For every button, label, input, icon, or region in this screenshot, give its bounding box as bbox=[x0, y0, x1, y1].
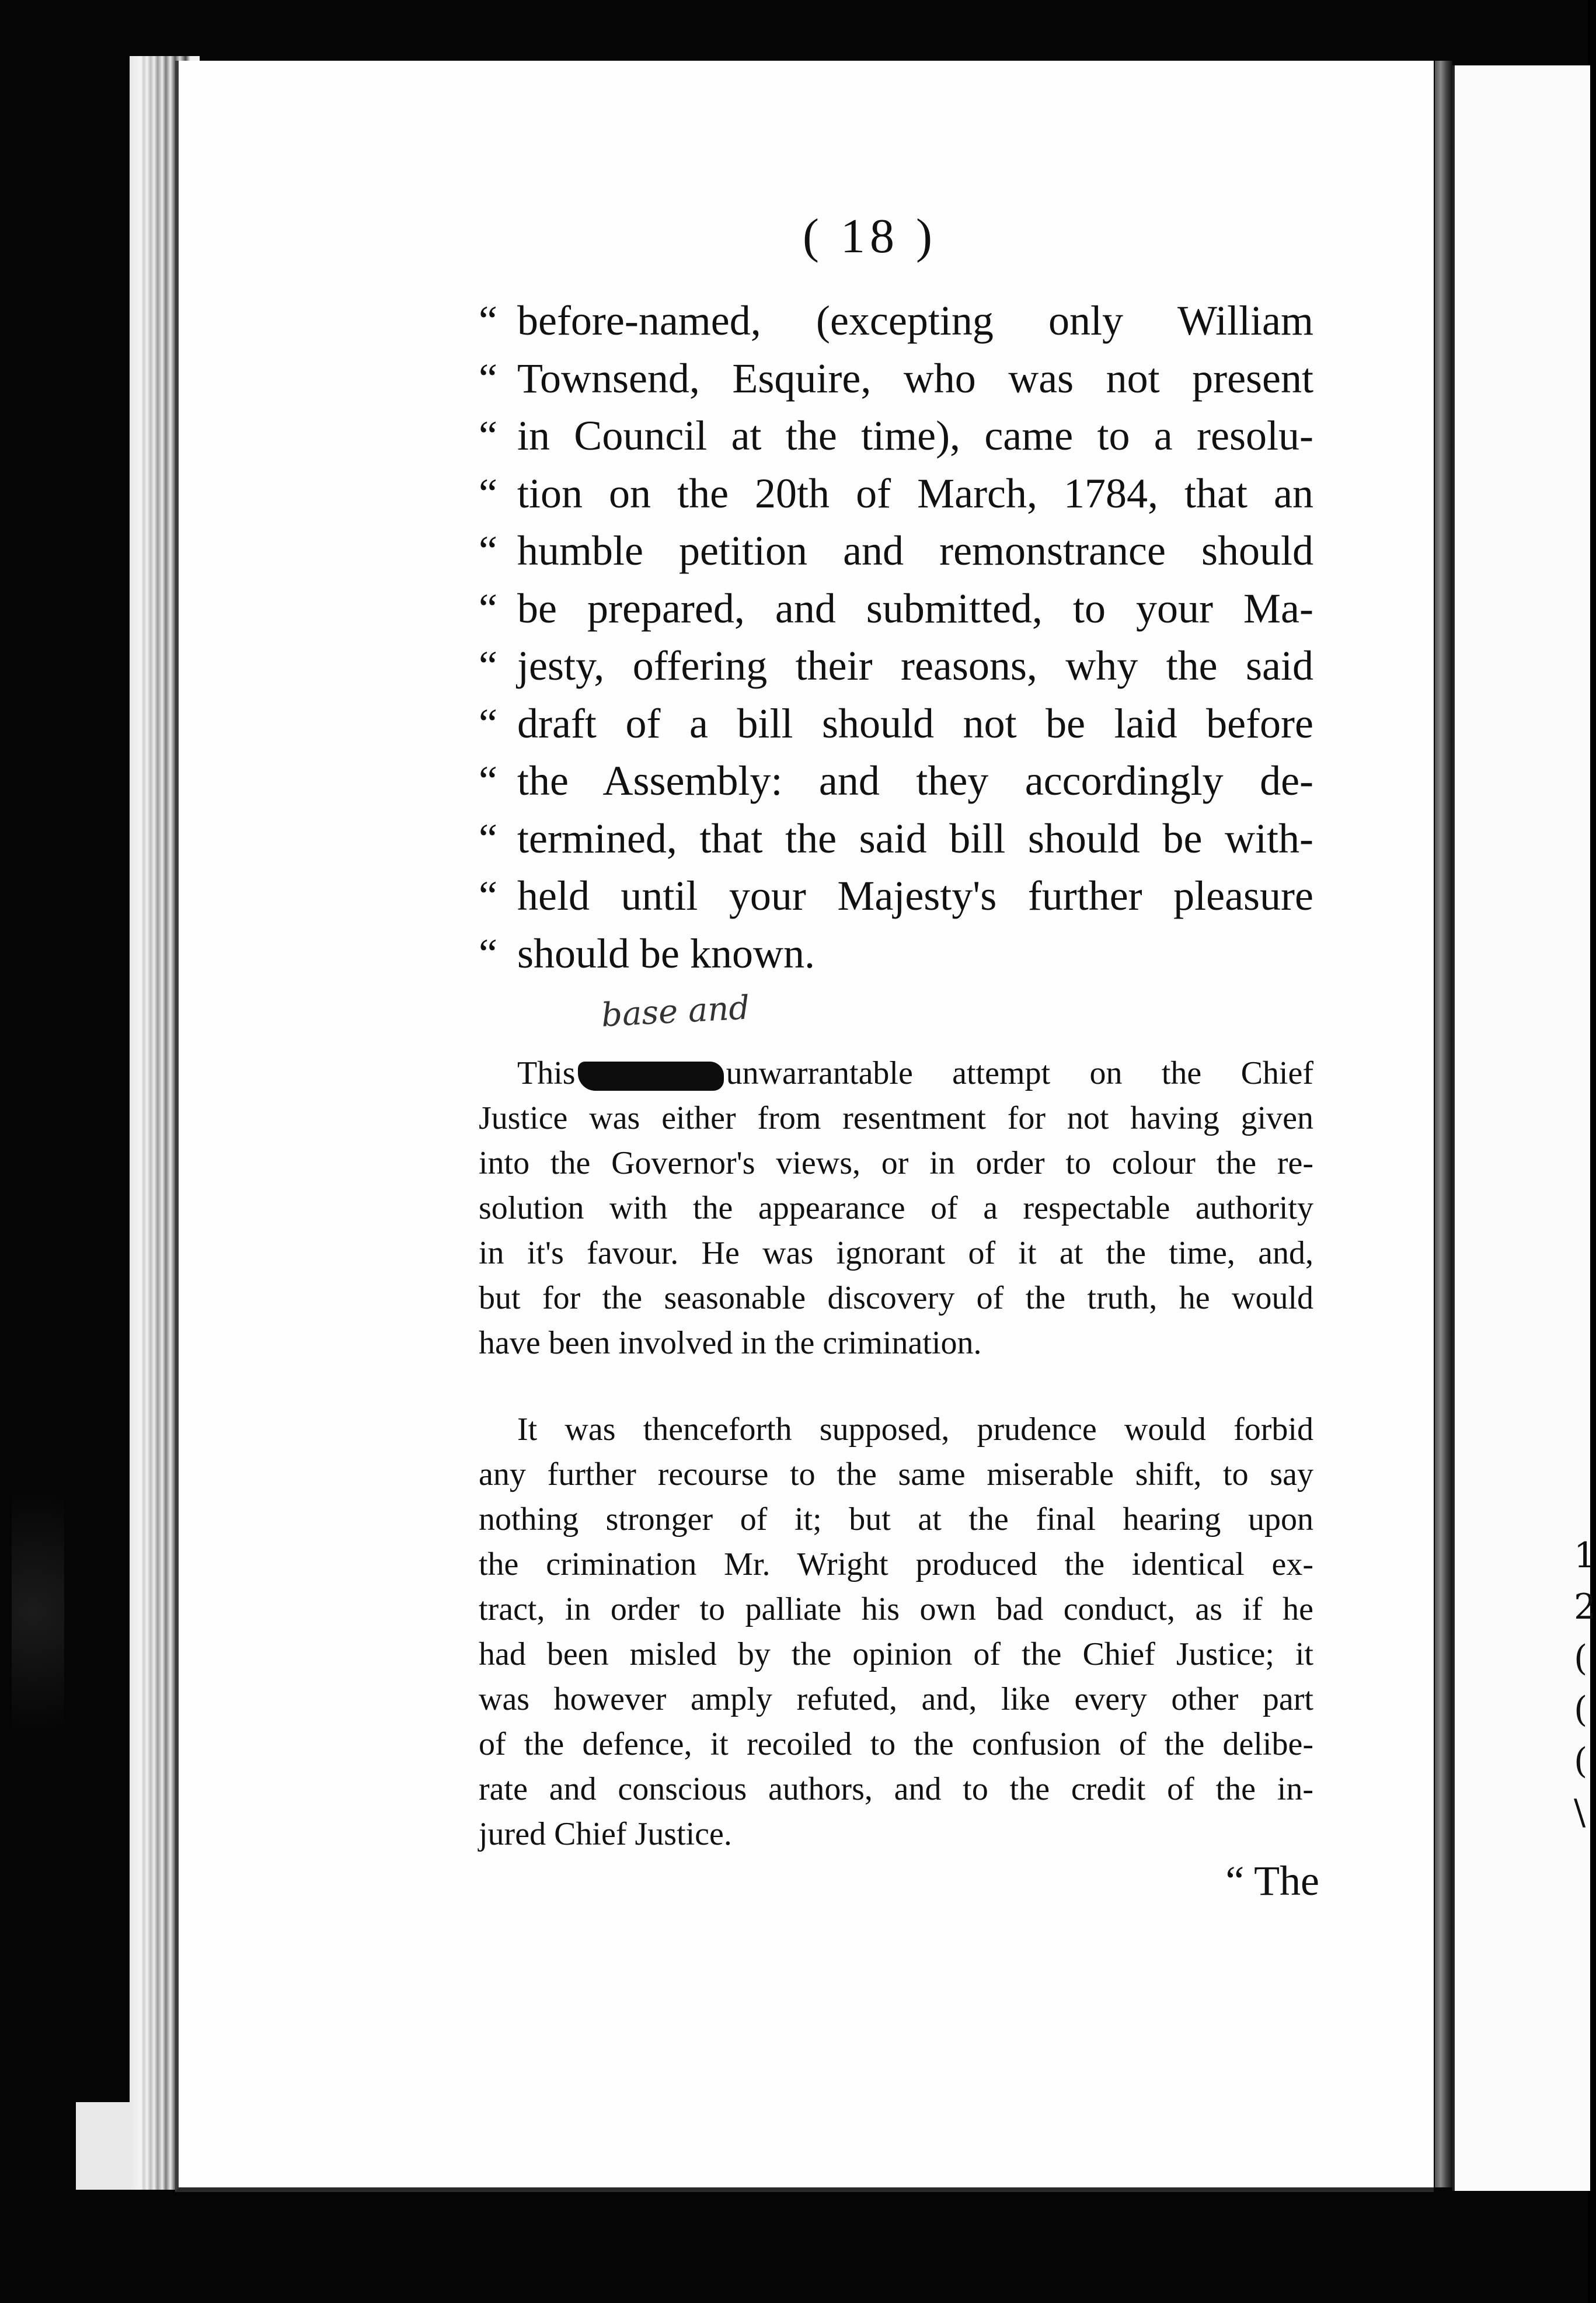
paragraph-line: any further recourse to the same miserable shift, to say bbox=[479, 1456, 1313, 1493]
handwritten-annotation: base and bbox=[600, 989, 751, 1035]
quote-line: “ humble petition and remonstrance should bbox=[479, 527, 1313, 574]
quote-line: “ should be known. bbox=[479, 930, 815, 977]
scan-speck bbox=[12, 1495, 64, 1787]
paragraph-line: was however amply refuted, and, like every other part bbox=[479, 1681, 1313, 1717]
facing-page-fragments bbox=[1574, 1530, 1596, 1845]
fragment: 2 bbox=[1574, 1587, 1596, 1627]
paragraph-line: but for the seasonable discovery of the truth, he would bbox=[479, 1280, 1313, 1316]
paragraph-line: nothing stronger of it; but at the final hearing upon bbox=[479, 1501, 1313, 1537]
paragraph-line: had been misled by the opinion of the Chief Justice; it bbox=[479, 1636, 1313, 1672]
paragraph-1 bbox=[479, 1051, 1313, 1366]
paragraph-line: This unwarrantable attempt on the Chief bbox=[517, 1055, 1313, 1091]
paragraph-line: in it's favour. He was ignorant of it at the time, and, bbox=[479, 1235, 1313, 1271]
paragraph-line: solution with the appearance of a respectable authority bbox=[479, 1190, 1313, 1226]
paragraph-line: It was thenceforth supposed, prudence would forbid bbox=[517, 1411, 1313, 1448]
quote-line: “ be prepared, and submitted, to your Ma- bbox=[479, 585, 1313, 632]
quote-line: “ draft of a bill should not be laid before bbox=[479, 700, 1313, 747]
ink-blot bbox=[578, 1062, 724, 1091]
fragment: \ bbox=[1574, 1792, 1586, 1833]
fragment: ( bbox=[1574, 1689, 1588, 1730]
facing-page bbox=[1452, 65, 1596, 2191]
paragraph-line: the crimination Mr. Wright produced the identical ex- bbox=[479, 1546, 1313, 1582]
quote-line: “ Townsend, Esquire, who was not present bbox=[479, 354, 1313, 402]
fragment: ( bbox=[1574, 1741, 1588, 1782]
quoted-passage bbox=[479, 292, 1313, 982]
quote-line: “ in Council at the time), came to a resolu- bbox=[479, 412, 1313, 459]
paragraph-line: Justice was either from resentment for not having given bbox=[479, 1100, 1313, 1136]
quote-line: “ tion on the 20th of March, 1784, that an bbox=[479, 469, 1313, 517]
paragraph-line: have been involved in the crimination. bbox=[479, 1325, 982, 1361]
paragraph-line: jured Chief Justice. bbox=[479, 1816, 732, 1852]
quote-line: “ the Assembly: and they accordingly de- bbox=[479, 757, 1313, 804]
paragraph-2 bbox=[479, 1407, 1313, 1857]
quote-line: “ held until your Majesty's further pleasure bbox=[479, 872, 1313, 919]
quote-line: “ jesty, offering their reasons, why the said bbox=[479, 642, 1313, 689]
book-spine bbox=[1435, 61, 1452, 2187]
page-number: ( 18 ) bbox=[803, 209, 937, 263]
paragraph-line: tract, in order to palliate his own bad conduct, as if he bbox=[479, 1591, 1313, 1627]
catchword: “ The bbox=[1225, 1857, 1319, 1904]
quote-line: “ termined, that the said bill should be with- bbox=[479, 815, 1313, 862]
fragment: 1 bbox=[1574, 1535, 1596, 1576]
paragraph-line: of the defence, it recoiled to the confusion of the delibe- bbox=[479, 1726, 1313, 1762]
fragment: ( bbox=[1574, 1638, 1588, 1679]
quote-line: “ before-named, (excepting only William bbox=[479, 297, 1313, 344]
paragraph-line: into the Governor's views, or in order to colour the re- bbox=[479, 1145, 1313, 1181]
paragraph-line: rate and conscious authors, and to the credit of the in- bbox=[479, 1771, 1313, 1807]
